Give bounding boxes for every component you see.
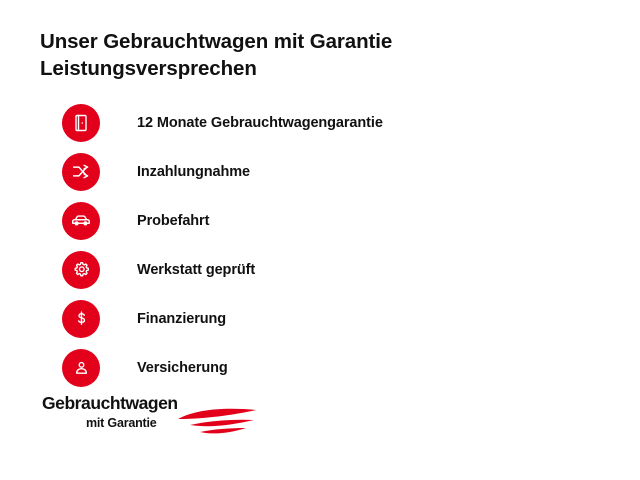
list-item	[40, 245, 604, 294]
dollar-coin-icon	[62, 300, 100, 338]
person-shield-icon	[62, 349, 100, 387]
shuffle-arrows-icon	[62, 153, 100, 191]
footer-logo-line-2: mit Garantie	[86, 415, 157, 430]
page-title-line-1: Unser Gebrauchtwagen mit Garantie	[40, 30, 393, 53]
list-item-label: Werkstatt geprüft	[137, 261, 256, 278]
benefits-list	[40, 98, 604, 392]
list-item-label: Versicherung	[137, 359, 228, 376]
car-icon	[62, 202, 100, 240]
list-item-label: Inzahlungnahme	[137, 163, 250, 180]
list-item	[40, 343, 604, 392]
page-title	[40, 28, 560, 82]
footer-logo-line-1: Gebrauchtwagen	[42, 393, 178, 413]
list-item-label: Finanzierung	[137, 310, 227, 327]
list-item-label: 12 Monate Gebrauchtwagengarantie	[137, 114, 383, 131]
book-icon	[62, 104, 100, 142]
footer-logo	[42, 395, 292, 443]
list-item	[40, 196, 604, 245]
list-item	[40, 147, 604, 196]
list-item-label: Probefahrt	[137, 212, 210, 229]
red-swoosh-icon	[170, 397, 265, 439]
list-item	[40, 98, 604, 147]
gear-icon	[62, 251, 100, 289]
list-item	[40, 294, 604, 343]
page-title-line-2: Leistungsversprechen	[40, 57, 257, 81]
